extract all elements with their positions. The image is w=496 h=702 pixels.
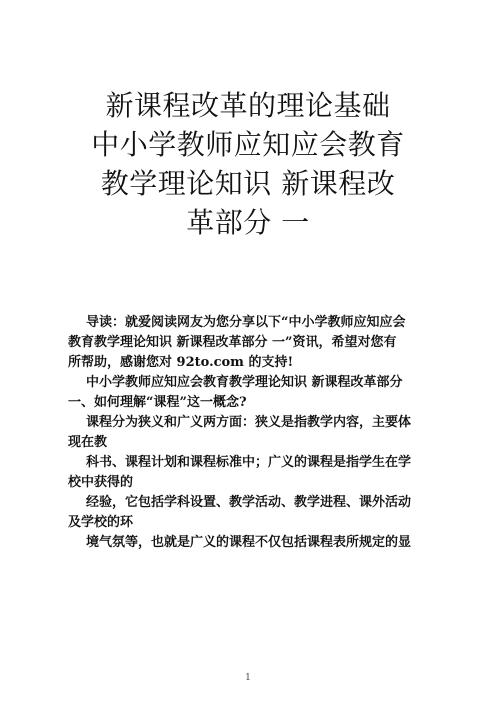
- title-line: 新课程改革的理论基础: [105, 89, 391, 122]
- page-number: 1: [245, 673, 251, 683]
- body-line: 现在教: [68, 435, 108, 450]
- body-line: 教育教学理论知识 新课程改革部分 一”资讯，希望对您有: [68, 335, 397, 350]
- body-line: 中小学教师应知应会教育教学理论知识 新课程改革部分: [86, 375, 403, 390]
- body-line: 导读：就爱阅读网友为您分享以下“中小学教师应知应会: [86, 315, 406, 330]
- title-line: 革部分 一: [186, 206, 310, 239]
- body-line: 及学校的环: [68, 515, 134, 530]
- document-body: [68, 313, 430, 553]
- body-line: 科书、课程计划和课程标准中；广义的课程是指学生在学: [86, 455, 412, 470]
- title-line: 中小学教师应知应会教育: [91, 128, 405, 161]
- body-line: 境气氛等，也就是广义的课程不仅包括课程表所规定的显: [86, 535, 412, 550]
- body-line: 经验，它包括学科设置、教学活动、教学进程、课外活动: [86, 495, 412, 510]
- body-line: 所帮助，感谢您对 92to.com 的支持!: [68, 355, 294, 370]
- body-line: 校中获得的: [68, 475, 134, 490]
- title-line: 教学理论知识 新课程改: [100, 167, 396, 200]
- document-title: [60, 86, 436, 242]
- body-line: 一、如何理解“课程”这一概念?: [68, 395, 247, 410]
- body-line: 课程分为狭义和广义两方面：狭义是指教学内容，主要体: [86, 415, 412, 430]
